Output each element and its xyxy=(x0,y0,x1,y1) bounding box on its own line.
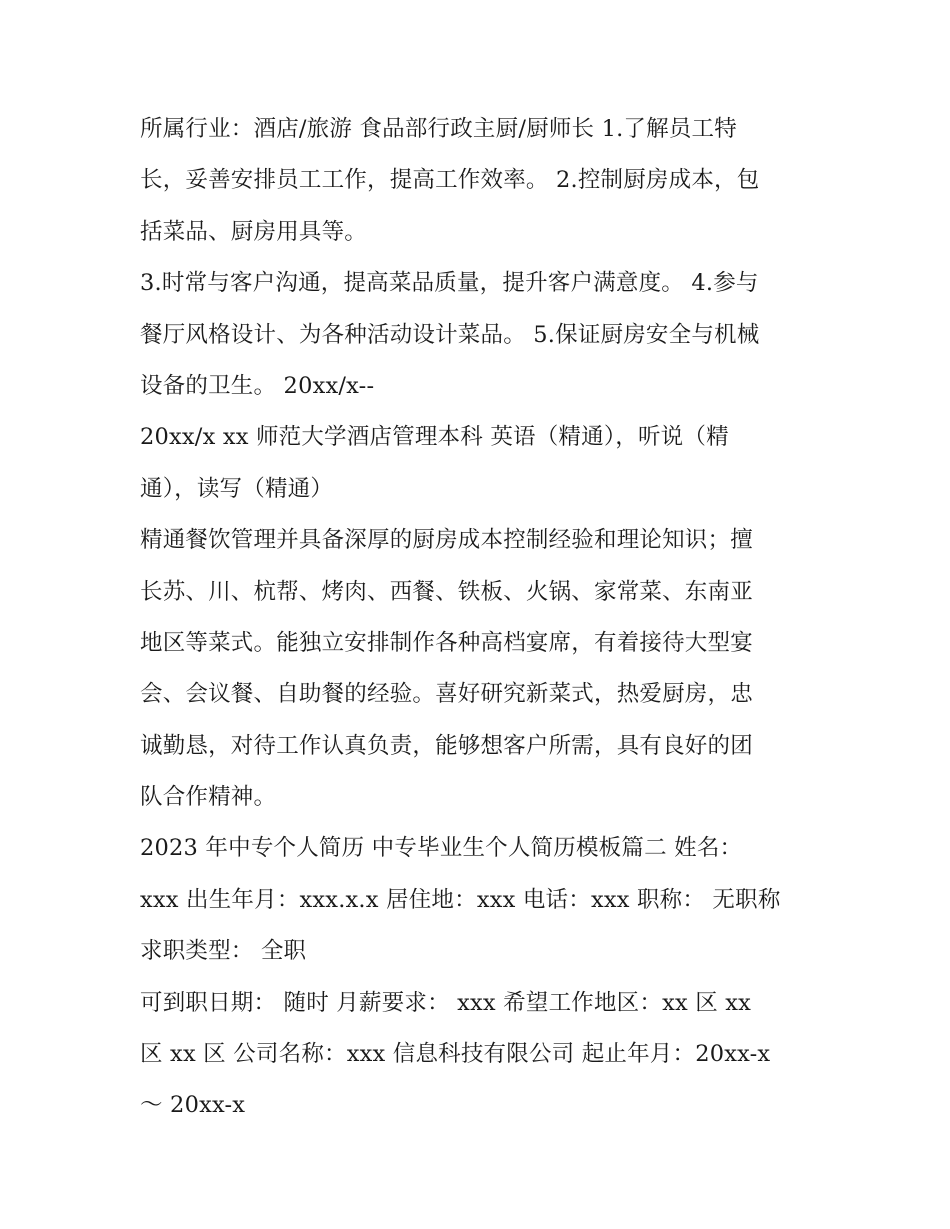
text-line-14: 队合作精神。 xyxy=(140,784,277,811)
text-line-5: 餐厅风格设计、为各种活动设计菜品。 5.保证厨房安全与机械 xyxy=(140,321,760,348)
text-line-13: 诚勤恳，对待工作认真负责，能够想客户所需，具有良好的团 xyxy=(140,732,753,759)
text-line-1: 所属行业：酒店/旅游 食品部行政主厨/厨师长 1.了解员工特 xyxy=(140,116,737,142)
text-line-4: 3.时常与客户沟通，提高菜品质量，提升客户满意度。 4.参与 xyxy=(140,270,759,297)
text-line-16: xxx 出生年月：xxx.x.x 居住地：xxx 电话：xxx 职称： 无职称 xyxy=(140,886,781,913)
text-line-12: 会、会议餐、自助餐的经验。喜好研究新菜式，热爱厨房，忠 xyxy=(140,681,753,708)
text-line-6: 设备的卫生。 20xx/x-- xyxy=(140,372,375,399)
text-line-2: 长，妥善安排员工工作，提高工作效率。 2.控制厨房成本，包 xyxy=(140,167,760,194)
text-line-10: 长苏、川、杭帮、烤肉、西餐、铁板、火锅、家常菜、东南亚 xyxy=(140,578,753,605)
text-line-11: 地区等菜式。能独立安排制作各种高档宴席，有着接待大型宴 xyxy=(140,629,753,656)
text-line-20: ～ 20xx-x xyxy=(140,1092,246,1119)
text-line-19: 区 xx 区 公司名称：xxx 信息科技有限公司 起止年月：20xx-x xyxy=(140,1041,771,1068)
text-line-8: 通），读写（精通） xyxy=(140,475,334,502)
text-line-17: 求职类型： 全职 xyxy=(140,938,307,965)
text-line-7: 20xx/x xx 师范大学酒店管理本科 英语（精通），听说（精 xyxy=(140,424,729,451)
document-body xyxy=(140,104,820,1132)
text-line-18: 可到职日期： 随时 月薪要求： xxx 希望工作地区：xx 区 xx xyxy=(140,989,752,1016)
text-line-3: 括菜品、厨房用具等。 xyxy=(140,218,368,245)
text-line-15: 2023 年中专个人简历 中专毕业生个人简历模板篇二 姓名： xyxy=(140,835,743,862)
text-line-9: 精通餐饮管理并具备深厚的厨房成本控制经验和理论知识；擅 xyxy=(140,527,753,554)
